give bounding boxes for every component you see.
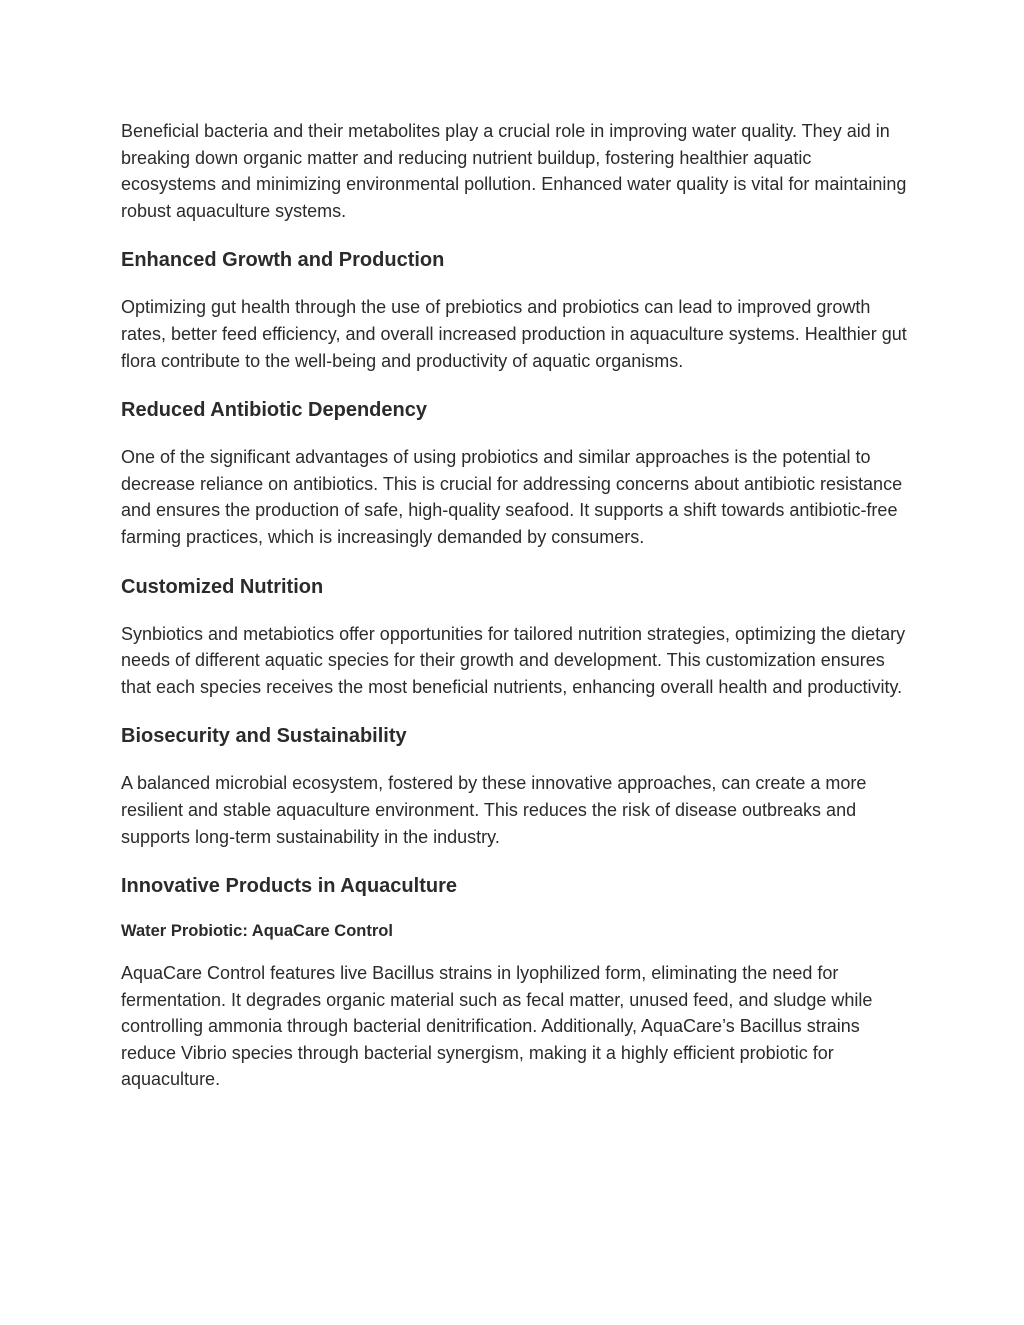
document-page xyxy=(121,118,911,1093)
subheading-aquacare-control: Water Probiotic: AquaCare Control xyxy=(121,922,393,941)
heading-customized-nutrition: Customized Nutrition xyxy=(121,575,324,598)
heading-biosecurity: Biosecurity and Sustainability xyxy=(121,725,407,748)
paragraph-reduced-antibiotic: One of the significant advantages of using probiotics and similar approaches is the potential to decrease reliance on antibiotics. This is crucial for addressing concerns about antibiotic resistance and ensures the production of safe, high-quality seafood. It supports a shift towards antibiotic-free farming practices, which is increasingly demanded by consumers. xyxy=(121,447,903,547)
intro-paragraph: Beneficial bacteria and their metabolites play a crucial role in improving water quality. They aid in breaking down organic matter and reducing nutrient buildup, fostering healthier aquatic ecosystems and minimizing environmental pollution. Enhanced water quality is vital for maintaining robust aquaculture systems. xyxy=(121,121,907,221)
heading-reduced-antibiotic: Reduced Antibiotic Dependency xyxy=(121,399,427,422)
paragraph-customized-nutrition: Synbiotics and metabiotics offer opportunities for tailored nutrition strategies, optimizing the dietary needs of different aquatic species for their growth and development. This customization ensures that each species receives the most beneficial nutrients, enhancing overall health and productivity. xyxy=(121,623,906,697)
paragraph-aquacare-control: AquaCare Control features live Bacillus strains in lyophilized form, eliminating the need for fermentation. It degrades organic material such as fecal matter, unused feed, and sludge while controlling ammonia through bacterial denitrification. Additionally, AquaCare’s Bacillus strains reduce Vibrio species through bacterial synergism, making it a highly efficient probiotic for aquaculture. xyxy=(121,963,873,1090)
paragraph-enhanced-growth: Optimizing gut health through the use of prebiotics and probiotics can lead to improved growth rates, better feed efficiency, and overall increased production in aquaculture systems. Healthier gut flora contribute to the well-being and productivity of aquatic organisms. xyxy=(121,297,907,371)
heading-enhanced-growth: Enhanced Growth and Production xyxy=(121,249,445,272)
paragraph-biosecurity: A balanced microbial ecosystem, fostered by these innovative approaches, can create a more resilient and stable aquaculture environment. This reduces the risk of disease outbreaks and supports long-term sustainability in the industry. xyxy=(121,773,867,847)
heading-innovative-products: Innovative Products in Aquaculture xyxy=(121,875,457,898)
